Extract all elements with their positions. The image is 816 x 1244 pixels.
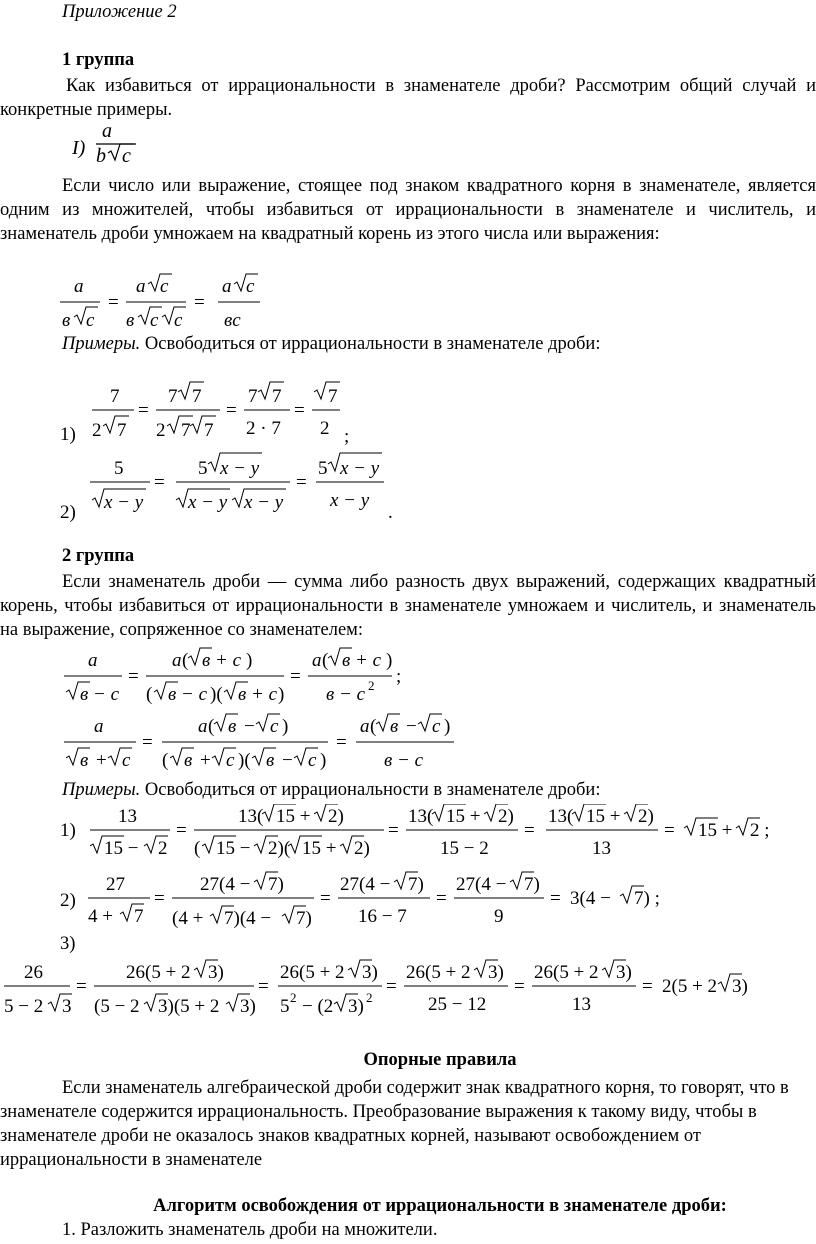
svg-text:.: . [388, 502, 393, 523]
svg-text:3): 3) [488, 962, 504, 983]
svg-text:4 +: 4 + [88, 906, 113, 927]
svg-text:)(: )( [238, 750, 251, 771]
svg-text:(: ( [146, 684, 153, 705]
svg-text:=: = [388, 820, 399, 841]
svg-text:15 −: 15 − [216, 838, 251, 859]
svg-text:c: c [226, 750, 235, 771]
svg-text:5: 5 [198, 458, 208, 479]
svg-text:5: 5 [280, 996, 290, 1017]
formula-g1-example2 [58, 452, 398, 524]
svg-text:7: 7 [204, 420, 214, 441]
svg-text:15 +: 15 + [698, 820, 733, 841]
svg-text:7: 7 [134, 906, 144, 927]
svg-text:25 − 12: 25 − 12 [428, 994, 487, 1015]
svg-text:2: 2 [156, 420, 166, 441]
svg-text:5 − 2: 5 − 2 [4, 996, 44, 1017]
group2-heading: 2 группа [62, 546, 135, 566]
svg-text:(: ( [182, 650, 189, 671]
svg-text:=: = [76, 976, 87, 997]
group1-examples-label: Примеры. [62, 334, 141, 354]
g1-ex1-label: 1) [60, 424, 76, 445]
svg-text:c: c [432, 716, 441, 737]
svg-text:15 −: 15 − [104, 838, 139, 859]
svg-text:в − c: в − c [384, 750, 424, 771]
svg-text:x − y: x − y [244, 492, 284, 513]
svg-text:=: = [436, 888, 447, 909]
group1-intro [0, 74, 816, 122]
formula-general-case [68, 118, 148, 166]
svg-text:в − c: в − c [326, 684, 366, 705]
svg-text:2 ;: 2 ; [750, 820, 770, 841]
svg-text:=: = [154, 472, 165, 493]
svg-text:c: c [122, 750, 131, 771]
g1-ex2-label: 2) [60, 502, 76, 523]
svg-text:5: 5 [318, 458, 328, 479]
svg-text:c: c [270, 716, 279, 737]
svg-text:=: = [664, 820, 675, 841]
algorithm-step-1: 1. Разложить знаменатель дроби на множители. [62, 1220, 438, 1240]
rules-body [0, 1076, 816, 1172]
svg-text:x − y: x − y [330, 490, 370, 511]
svg-text:a: a [198, 716, 208, 737]
svg-text:в + c: в + c [238, 684, 278, 705]
svg-text:− (2: − (2 [302, 996, 334, 1017]
svg-text:2)(: 2)( [268, 838, 291, 859]
svg-text:3): 3) [240, 996, 256, 1017]
svg-text:x − y: x − y [188, 492, 228, 513]
svg-text:7): 7) [408, 874, 424, 895]
svg-text:3)(5 + 2: 3)(5 + 2 [158, 996, 220, 1017]
svg-text:13(: 13( [238, 806, 264, 827]
svg-text:3(4 −: 3(4 − [570, 888, 611, 909]
svg-text:c: c [308, 750, 317, 771]
svg-text:): ) [444, 716, 451, 737]
svg-text:(: ( [194, 838, 201, 859]
svg-text:в: в [126, 310, 135, 331]
svg-text:13: 13 [592, 838, 611, 859]
svg-text:7: 7 [192, 386, 202, 407]
g2-ex1-label: 1) [60, 820, 76, 841]
appendix-title: Приложение 2 [62, 2, 177, 22]
rules-heading: Опорные правила [363, 1050, 517, 1070]
svg-text:;: ; [344, 426, 350, 447]
svg-text:27: 27 [106, 874, 125, 895]
svg-text:7: 7 [168, 386, 178, 407]
svg-text:2): 2) [638, 806, 654, 827]
svg-text:;: ; [396, 666, 402, 687]
svg-text:13: 13 [118, 806, 137, 827]
svg-text:7) ;: 7) ; [634, 888, 660, 909]
svg-text:=: = [514, 976, 525, 997]
svg-text:−: − [406, 716, 417, 737]
svg-text:a: a [136, 276, 146, 297]
svg-text:вc: вc [224, 310, 241, 331]
svg-text:=: = [386, 976, 397, 997]
group1-rule [0, 174, 816, 246]
svg-text:в − c: в − c [168, 684, 208, 705]
svg-text:(: ( [162, 750, 169, 771]
svg-text:=: = [550, 888, 561, 909]
svg-text:2 · 7: 2 · 7 [246, 418, 281, 439]
svg-text:+: + [200, 750, 211, 771]
svg-text:13(: 13( [548, 806, 574, 827]
svg-text:7: 7 [272, 386, 282, 407]
svg-text:−: − [282, 750, 293, 771]
svg-text:c: c [160, 276, 169, 297]
svg-text:x − y: x − y [340, 458, 380, 479]
svg-text:=: = [258, 976, 269, 997]
svg-text:15 − 2: 15 − 2 [440, 838, 489, 859]
svg-text:в: в [390, 716, 399, 737]
formula-group1-general [58, 270, 268, 334]
g2-ex2-label: 2) [60, 890, 76, 911]
svg-text:c: c [246, 276, 255, 297]
svg-text:7)(4 −: 7)(4 − [224, 908, 272, 929]
svg-text:(4 +: (4 + [172, 908, 204, 929]
svg-text:2: 2 [320, 418, 330, 439]
svg-text:в: в [266, 750, 275, 771]
svg-text:a: a [172, 650, 182, 671]
svg-text:c: c [86, 310, 95, 331]
svg-text:13: 13 [572, 994, 591, 1015]
svg-text:2: 2 [366, 990, 373, 1005]
svg-text:в + c: в + c [202, 650, 242, 671]
svg-text:a: a [94, 716, 104, 737]
group1-intro-text: Как избавиться от иррациональности в знаменателе дроби? Рассмотрим общий случай и конкретные примеры. [0, 76, 816, 120]
svg-text:в: в [184, 750, 193, 771]
svg-text:2): 2) [354, 838, 370, 859]
svg-text:9: 9 [494, 906, 504, 927]
svg-text:2: 2 [158, 838, 168, 859]
svg-text:): ) [282, 716, 289, 737]
svg-text:7: 7 [248, 386, 258, 407]
svg-text:(: ( [208, 716, 215, 737]
svg-text:3): 3) [208, 962, 224, 983]
svg-text:): ) [386, 650, 393, 671]
svg-text:=: = [642, 976, 653, 997]
svg-text:(: ( [370, 716, 377, 737]
svg-text:=: = [138, 400, 149, 421]
formula-g2-general1 [62, 646, 422, 708]
svg-text:)(: )( [210, 684, 223, 705]
svg-text:): ) [246, 650, 253, 671]
svg-text:a: a [88, 650, 98, 671]
formula-g2-example3 [0, 958, 760, 1022]
formula-g1-example1 [58, 380, 368, 448]
svg-text:26(5 + 2: 26(5 + 2 [534, 962, 599, 983]
svg-text:2(5 + 2: 2(5 + 2 [662, 976, 718, 997]
svg-text:c: c [122, 145, 131, 166]
g2-ex3-label: 3) [60, 934, 76, 954]
svg-text:15 +: 15 + [446, 806, 481, 827]
formula-g2-example1 [58, 804, 798, 864]
group1-heading: 1 группа [62, 50, 135, 70]
svg-text:в: в [80, 750, 89, 771]
svg-text:7: 7 [328, 386, 338, 407]
svg-text:15 +: 15 + [276, 806, 311, 827]
svg-text:=: = [320, 888, 331, 909]
svg-text:): ) [278, 684, 285, 705]
svg-text:a: a [102, 120, 112, 142]
svg-text:26: 26 [24, 962, 43, 983]
svg-text:x − y: x − y [220, 458, 260, 479]
group1-examples-line [62, 332, 600, 356]
svg-text:c: c [174, 310, 183, 331]
svg-text:a: a [312, 650, 322, 671]
svg-text:27(4 −: 27(4 − [200, 874, 251, 895]
svg-text:3: 3 [62, 996, 72, 1017]
svg-text:=: = [194, 292, 205, 313]
svg-text:в + c: в + c [342, 650, 382, 671]
algorithm-heading: Алгоритм освобождения от иррациональности в знаменателе дроби: [153, 1196, 727, 1216]
svg-text:7): 7) [268, 874, 284, 895]
svg-text:26(5 + 2: 26(5 + 2 [280, 962, 345, 983]
svg-text:(5 − 2: (5 − 2 [94, 996, 140, 1017]
group2-rule-text: Если знаменатель дроби — сумма либо разность двух выражений, содержащих квадратный корень, чтобы избавиться от иррациональности в знаменателе умножаем и числитель, и знаменатель на выражение, сопряженное со знаменателем: [0, 572, 816, 640]
svg-text:): ) [320, 750, 327, 771]
svg-text:7: 7 [117, 420, 127, 441]
svg-text:в − c: в − c [80, 684, 120, 705]
svg-text:15 +: 15 + [586, 806, 621, 827]
svg-text:2): 2) [328, 806, 344, 827]
svg-text:15 +: 15 + [302, 838, 337, 859]
svg-text:2: 2 [290, 990, 297, 1005]
svg-text:3): 3) [348, 996, 364, 1017]
group1-examples-text: Освободиться от иррациональности в знаменателе дроби: [144, 334, 601, 354]
svg-text:16 − 7: 16 − 7 [358, 906, 407, 927]
svg-text:3): 3) [362, 962, 378, 983]
svg-text:c: c [150, 310, 159, 331]
group2-rule [0, 570, 816, 642]
svg-text:a: a [360, 716, 370, 737]
svg-text:2: 2 [368, 678, 375, 693]
svg-text:=: = [524, 820, 535, 841]
formula-g2-general2 [62, 712, 462, 774]
svg-text:26(5 + 2: 26(5 + 2 [406, 962, 471, 983]
svg-text:=: = [108, 292, 119, 313]
svg-text:2): 2) [498, 806, 514, 827]
svg-text:(: ( [322, 650, 329, 671]
group1-rule-text: Если число или выражение, стоящее под знаком квадратного корня в знаменателе, является одним из множителей, чтобы избавиться от иррациональности в знаменателе и числитель, и знаменатель дроби умножаем на квадратный корень из этого числа или выражения: [0, 176, 816, 244]
svg-text:=: = [290, 666, 301, 687]
svg-text:в: в [228, 716, 237, 737]
case-label: I) [72, 137, 86, 159]
svg-text:3): 3) [616, 962, 632, 983]
svg-text:27(4 −: 27(4 − [340, 874, 391, 895]
svg-text:=: = [176, 820, 187, 841]
svg-text:3): 3) [732, 976, 748, 997]
svg-text:5: 5 [114, 458, 124, 479]
svg-text:x − y: x − y [104, 492, 144, 513]
svg-text:7: 7 [110, 386, 120, 407]
svg-text:=: = [142, 732, 153, 753]
svg-text:=: = [294, 400, 305, 421]
group2-examples-text: Освободиться от иррациональности в знаменателе дроби: [144, 780, 601, 800]
svg-text:=: = [336, 732, 347, 753]
svg-text:=: = [128, 666, 139, 687]
svg-text:2: 2 [92, 420, 102, 441]
svg-text:=: = [296, 472, 307, 493]
svg-text:7): 7) [524, 874, 540, 895]
svg-text:27(4 −: 27(4 − [456, 874, 507, 895]
svg-text:7): 7) [296, 908, 312, 929]
formula-g2-example2 [58, 870, 698, 930]
rules-text: Если знаменатель алгебраической дроби содержит знак квадратного корня, то говорят, что в знаменателе содержится иррациональность. Преобразование выражения к такому виду, чтобы в знаменателе дроби не оказалось знаков квадратных корней, называют освобождением от иррациональности в знаменателе [0, 1078, 789, 1170]
group2-examples-line [62, 778, 600, 802]
svg-text:=: = [154, 888, 165, 909]
svg-text:+: + [96, 750, 107, 771]
svg-text:26(5 + 2: 26(5 + 2 [126, 962, 191, 983]
svg-text:a: a [74, 276, 84, 297]
svg-text:a: a [222, 276, 232, 297]
group2-examples-label: Примеры. [62, 780, 141, 800]
svg-text:b: b [96, 145, 106, 166]
svg-text:13(: 13( [408, 806, 434, 827]
svg-text:в: в [62, 310, 71, 331]
svg-text:7: 7 [181, 420, 191, 441]
svg-text:−: − [244, 716, 255, 737]
svg-text:=: = [226, 400, 237, 421]
